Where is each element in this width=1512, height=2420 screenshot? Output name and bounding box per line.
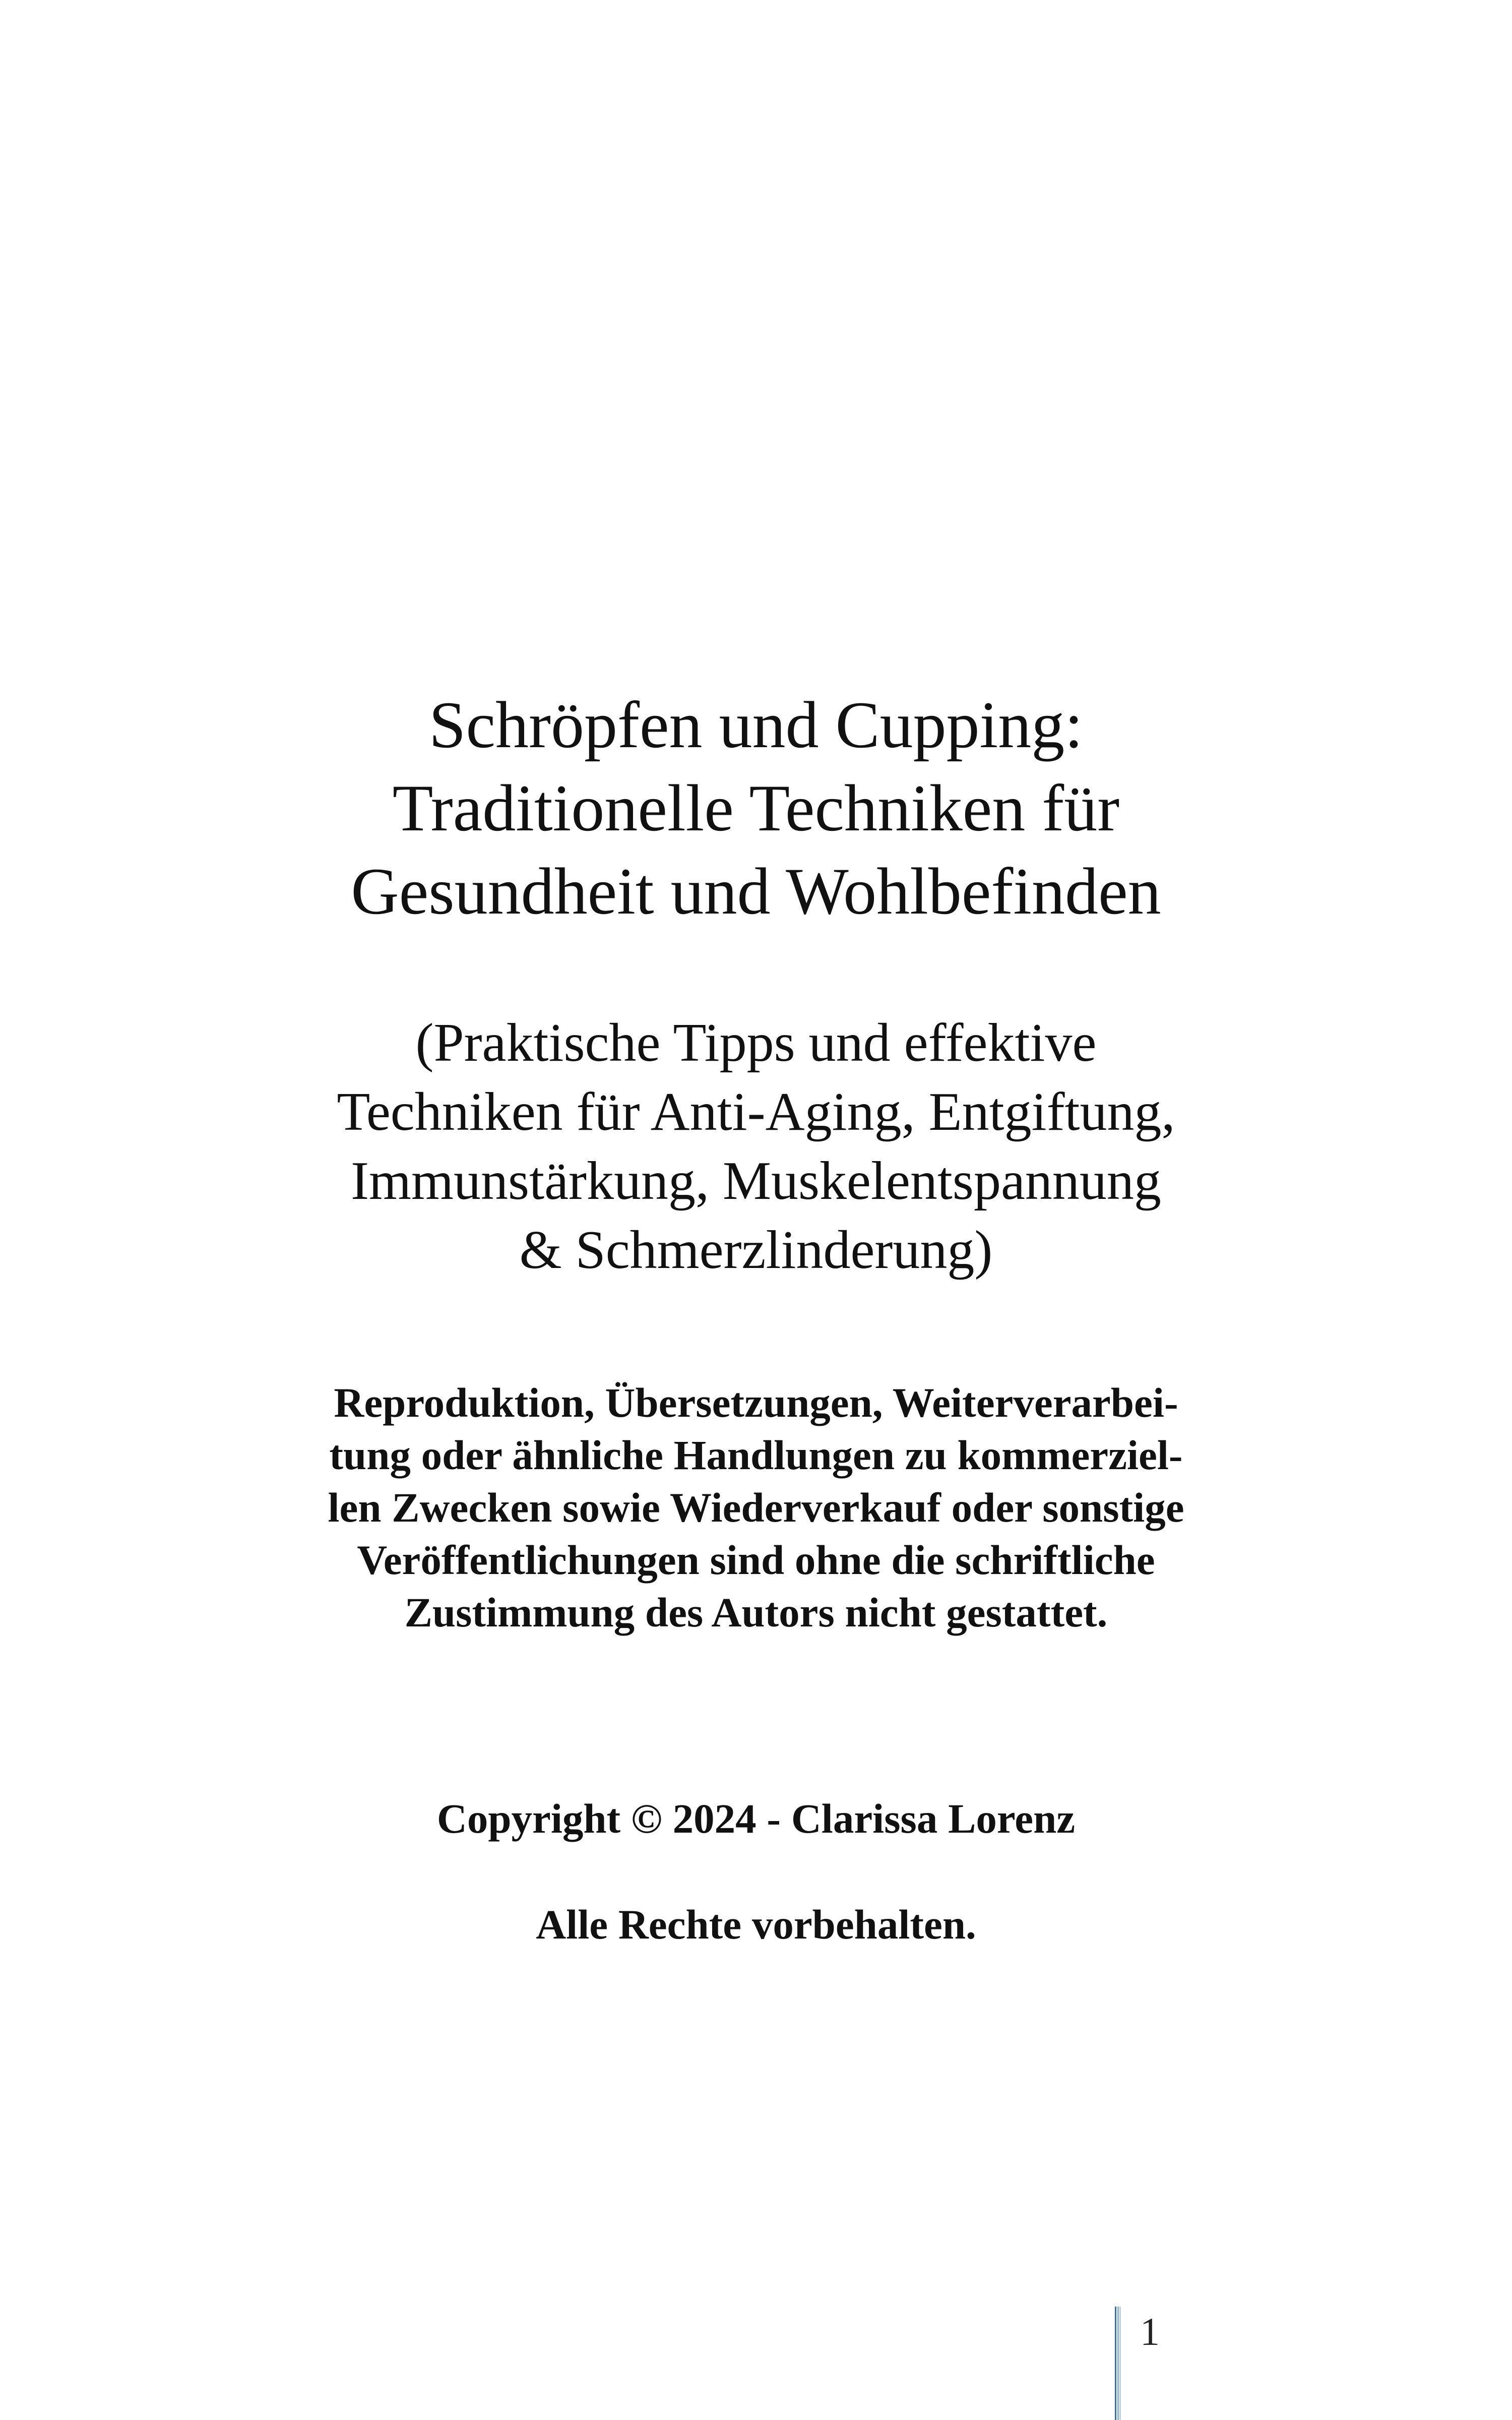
rights-notice-line: Zustimmung des Autors nicht gestattet. [404,1589,1108,1636]
copyright-line: Copyright © 2024 - Clarissa Lorenz [436,1795,1076,1842]
title-line: Traditionelle Techniken für [392,771,1120,845]
subtitle-line: Techniken für Anti-Aging, Entgiftung, [337,1082,1175,1142]
subtitle-line: & Schmerzlinderung) [519,1220,993,1280]
all-rights-reserved: Alle Rechte vorbehalten. [536,1901,976,1948]
rights-notice-line: Reproduktion, Übersetzungen, Weiterverarbei- [334,1379,1178,1426]
rights-notice-line: tung oder ähnliche Handlungen zu kommerziel- [329,1432,1183,1478]
book-title [151,683,1361,933]
book-subtitle [151,1008,1361,1285]
subtitle-line: (Praktische Tipps und effektive [415,1013,1097,1073]
page-number-rule [1115,2307,1121,2420]
title-line: Schröpfen und Cupping: [429,688,1083,762]
rights-notice-line: len Zwecken sowie Wiederverkauf oder sonstige [328,1484,1184,1531]
rights-notice-line: Veröffentlichungen sind ohne die schriftliche [357,1537,1155,1583]
rights-notice [151,1376,1361,1639]
subtitle-line: Immunstärkung, Muskelentspannung [351,1151,1161,1211]
page-number: 1 [1140,2310,1160,2353]
title-line: Gesundheit und Wohlbefinden [351,854,1161,928]
